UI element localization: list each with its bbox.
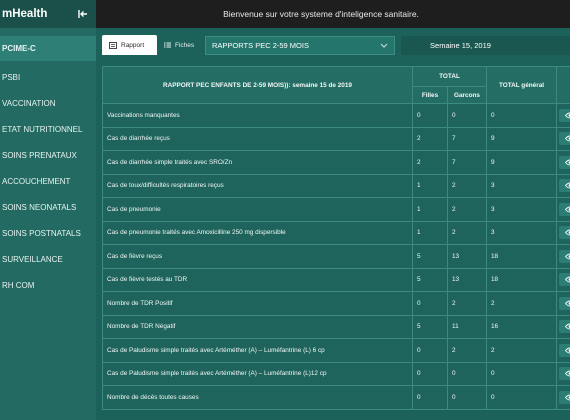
table-body (103, 104, 570, 410)
actions-header (557, 67, 570, 104)
sidebar-item-soins-neonatals[interactable] (0, 195, 96, 220)
sidebar-item-label: RH COM (2, 281, 35, 290)
report-table-container (102, 66, 570, 420)
filles-value: 0 (413, 339, 448, 363)
row-label: Nombre de décès toutes causes (103, 386, 413, 410)
filles-header: Filles (413, 87, 448, 104)
table-row (103, 174, 570, 198)
main-content (96, 28, 570, 420)
sidebar-item-label: SOINS PRENATAUX (2, 151, 77, 160)
filles-value: 5 (413, 315, 448, 339)
eye-icon (565, 347, 570, 354)
sidebar-item-etat-nutritionnel[interactable] (0, 117, 96, 142)
list-icon (164, 42, 171, 48)
table-row (103, 127, 570, 151)
sidebar-item-rh-com[interactable] (0, 273, 96, 298)
row-actions (557, 174, 570, 198)
total-general-header: TOTAL général (487, 67, 557, 104)
row-actions (557, 127, 570, 151)
document-icon (109, 42, 117, 49)
brand-name: mHealth (2, 8, 48, 20)
row-actions (557, 151, 570, 175)
row-actions (557, 245, 570, 269)
view-details-button[interactable] (559, 320, 570, 333)
filles-value: 0 (413, 386, 448, 410)
eye-icon (565, 394, 570, 401)
total-general-value: 18 (487, 268, 557, 292)
total-general-value: 0 (487, 362, 557, 386)
sidebar-item-label: PCIME-C (2, 44, 36, 53)
view-details-button[interactable] (559, 391, 570, 404)
row-actions (557, 386, 570, 410)
garcons-value: 13 (448, 268, 487, 292)
sidebar-item-soins-prenataux[interactable] (0, 143, 96, 168)
row-label: Cas de pneumonie traités avec Amoxicilline 250 mg dispersible (103, 221, 413, 245)
eye-icon (565, 276, 570, 283)
view-details-button[interactable] (559, 203, 570, 216)
view-details-button[interactable] (559, 297, 570, 310)
eye-icon (565, 323, 570, 330)
sidebar-item-label: PSBI (2, 73, 21, 82)
eye-icon (565, 159, 570, 166)
sidebar-item-accouchement[interactable] (0, 169, 96, 194)
table-row (103, 386, 570, 410)
total-general-value: 2 (487, 339, 557, 363)
garcons-value: 2 (448, 174, 487, 198)
table-row (103, 151, 570, 175)
garcons-value: 0 (448, 386, 487, 410)
row-actions (557, 339, 570, 363)
filles-value: 1 (413, 174, 448, 198)
sidebar-item-label: VACCINATION (2, 99, 56, 108)
sidebar-item-label: SOINS NEONATALS (2, 203, 77, 212)
filles-value: 0 (413, 292, 448, 316)
filles-value: 2 (413, 151, 448, 175)
garcons-value: 11 (448, 315, 487, 339)
total-general-value: 2 (487, 292, 557, 316)
filles-value: 5 (413, 268, 448, 292)
garcons-value: 2 (448, 198, 487, 222)
row-label: Cas de diarrhée simple traités avec SRO/Zn (103, 151, 413, 175)
sidebar-item-pcime-c[interactable] (0, 36, 96, 61)
eye-icon (565, 253, 570, 260)
report-type-select[interactable] (205, 36, 395, 55)
sidebar-item-label: SOINS POSTNATALS (2, 229, 81, 238)
garcons-value: 2 (448, 292, 487, 316)
report-table (102, 66, 570, 410)
garcons-value: 2 (448, 339, 487, 363)
report-type-value: RAPPORTS PEC 2-59 MOIS (212, 40, 309, 50)
row-label: Cas de Paludisme simple traités avec Artéméther (A) – Luméfantrine (L)12 cp (103, 362, 413, 386)
row-label: Nombre de TDR Négatif (103, 315, 413, 339)
eye-icon (565, 229, 570, 236)
tab-rapport[interactable] (102, 35, 157, 55)
row-label: Nombre de TDR Positif (103, 292, 413, 316)
chevron-down-icon (380, 41, 388, 50)
row-actions (557, 292, 570, 316)
welcome-banner: Bienvenue sur votre systeme d'inteligence sanitaire. (223, 9, 419, 19)
view-details-button[interactable] (559, 109, 570, 122)
total-general-value: 9 (487, 151, 557, 175)
view-details-button[interactable] (559, 156, 570, 169)
row-label: Cas de pneumonie (103, 198, 413, 222)
view-details-button[interactable] (559, 226, 570, 239)
total-general-value: 18 (487, 245, 557, 269)
total-header: TOTAL (413, 67, 487, 87)
total-general-value: 3 (487, 221, 557, 245)
sidebar-nav (0, 28, 96, 298)
total-general-value: 3 (487, 174, 557, 198)
filles-value: 0 (413, 104, 448, 128)
row-actions (557, 315, 570, 339)
total-general-value: 0 (487, 104, 557, 128)
table-row (103, 104, 570, 128)
sidebar-item-psbi[interactable] (0, 65, 96, 90)
garcons-value: 0 (448, 362, 487, 386)
sidebar-item-label: SURVEILLANCE (2, 255, 63, 264)
sidebar (0, 0, 96, 420)
table-title: RAPPORT PEC ENFANTS DE 2-59 MOIS)): semaine 15 de 2019 (103, 67, 413, 104)
table-row (103, 245, 570, 269)
collapse-sidebar-icon[interactable] (76, 7, 90, 21)
garcons-value: 7 (448, 151, 487, 175)
eye-icon (565, 135, 570, 142)
row-actions (557, 268, 570, 292)
filles-value: 1 (413, 198, 448, 222)
filles-value: 0 (413, 362, 448, 386)
filles-value: 2 (413, 127, 448, 151)
total-general-value: 9 (487, 127, 557, 151)
week-selector[interactable] (401, 36, 570, 55)
eye-icon (565, 370, 570, 377)
row-actions (557, 198, 570, 222)
view-details-button[interactable] (559, 132, 570, 145)
week-label: Semaine 15, 2019 (430, 40, 491, 50)
table-row (103, 198, 570, 222)
total-general-value: 0 (487, 386, 557, 410)
garcons-value: 2 (448, 221, 487, 245)
table-row (103, 362, 570, 386)
sidebar-item-vaccination[interactable] (0, 91, 96, 116)
total-general-value: 3 (487, 198, 557, 222)
view-details-button[interactable] (559, 273, 570, 286)
eye-icon (565, 206, 570, 213)
row-actions (557, 362, 570, 386)
garcons-value: 0 (448, 104, 487, 128)
row-label: Cas de fièvre testés au TDR (103, 268, 413, 292)
sidebar-item-label: ACCOUCHEMENT (2, 177, 71, 186)
garcons-value: 7 (448, 127, 487, 151)
garcons-header: Garcons (448, 87, 487, 104)
row-label: Vaccinations manquantes (103, 104, 413, 128)
row-actions (557, 104, 570, 128)
garcons-value: 13 (448, 245, 487, 269)
view-details-button[interactable] (559, 367, 570, 380)
table-row (103, 268, 570, 292)
brand-bar (0, 0, 96, 28)
row-label: Cas de fièvre reçus (103, 245, 413, 269)
table-row (103, 315, 570, 339)
tab-fiches[interactable] (157, 35, 202, 55)
tab-rapport-label: Rapport (121, 41, 145, 49)
eye-icon (565, 182, 570, 189)
row-actions (557, 221, 570, 245)
table-row (103, 221, 570, 245)
total-general-value: 16 (487, 315, 557, 339)
row-label: Cas de Paludisme simple traités avec Artéméther (A) – Luméfantrine (L) 6 cp (103, 339, 413, 363)
eye-icon (565, 300, 570, 307)
filles-value: 5 (413, 245, 448, 269)
row-label: Cas de diarrhée reçus (103, 127, 413, 151)
row-label: Cas de toux/difficultés respiratoires reçus (103, 174, 413, 198)
tab-fiches-label: Fiches (175, 41, 195, 49)
report-toolbar (102, 35, 570, 55)
view-details-button[interactable] (559, 344, 570, 357)
sidebar-item-soins-postnatals[interactable] (0, 221, 96, 246)
sidebar-item-surveillance[interactable] (0, 247, 96, 272)
top-bar (96, 0, 570, 28)
filles-value: 1 (413, 221, 448, 245)
view-details-button[interactable] (559, 179, 570, 192)
table-row (103, 292, 570, 316)
table-row (103, 339, 570, 363)
eye-icon (565, 112, 570, 119)
view-details-button[interactable] (559, 250, 570, 263)
sidebar-item-label: ETAT NUTRITIONNEL (2, 125, 83, 134)
